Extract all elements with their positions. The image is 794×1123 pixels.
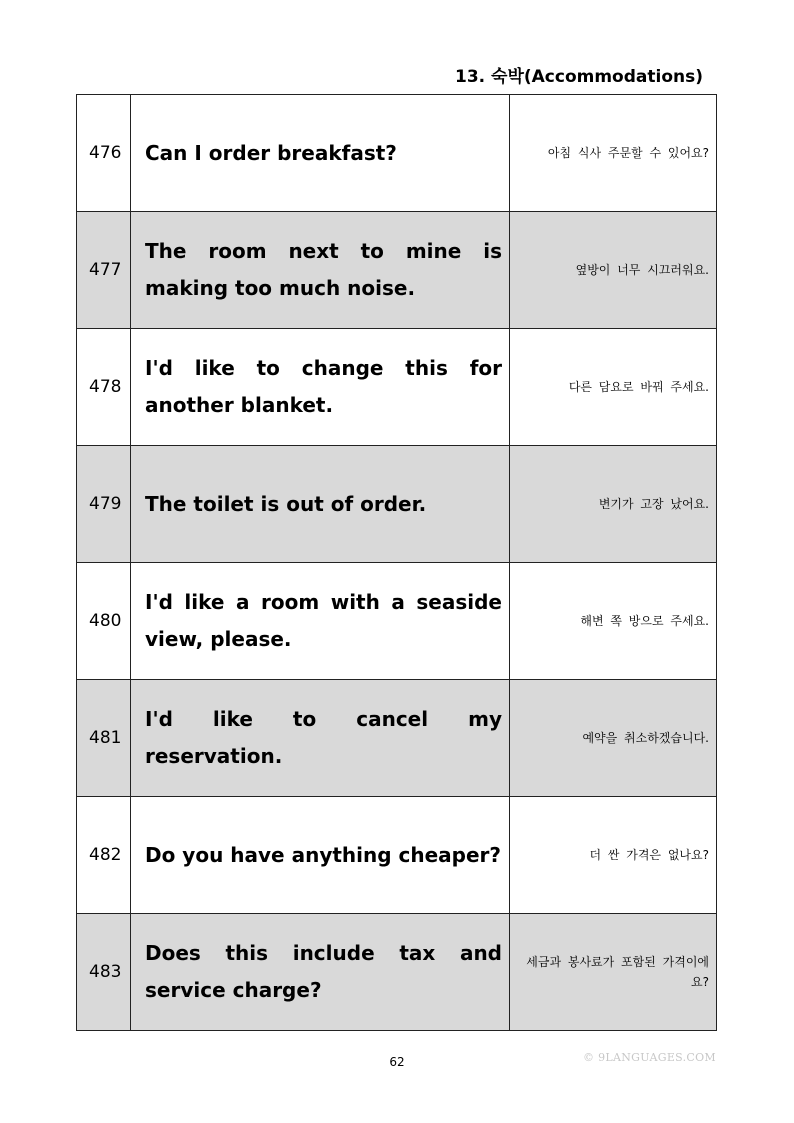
phrase-english: I'd like to change this for another blanket. [131, 329, 510, 446]
table-row [77, 95, 717, 212]
phrase-table [76, 94, 717, 1031]
phrase-number: 482 [77, 797, 131, 914]
phrase-korean: 예약을 취소하겠습니다. [510, 680, 717, 797]
phrase-number: 477 [77, 212, 131, 329]
phrase-number: 478 [77, 329, 131, 446]
phrase-english: Do you have anything cheaper? [131, 797, 510, 914]
phrase-number: 476 [77, 95, 131, 212]
phrase-korean: 세금과 봉사료가 포함된 가격이에요? [510, 914, 717, 1031]
section-title: 13. 숙박(Accommodations) [454, 67, 703, 87]
phrase-number: 483 [77, 914, 131, 1031]
phrase-english: I'd like a room with a seaside view, please. [131, 563, 510, 680]
phrase-korean: 아침 식사 주문할 수 있어요? [510, 95, 717, 212]
phrase-korean: 더 싼 가격은 없나요? [510, 797, 717, 914]
watermark: © 9LANGUAGES.COM [583, 1051, 716, 1064]
phrase-english: The toilet is out of order. [131, 446, 510, 563]
page-number: 62 [389, 1055, 405, 1069]
phrase-english: The room next to mine is making too much noise. [131, 212, 510, 329]
phrase-korean: 변기가 고장 났어요. [510, 446, 717, 563]
phrase-english: Can I order breakfast? [131, 95, 510, 212]
phrase-english: I'd like to cancel my reservation. [131, 680, 510, 797]
table-row [77, 797, 717, 914]
phrase-korean: 다른 담요로 바꿔 주세요. [510, 329, 717, 446]
table-row [77, 329, 717, 446]
phrase-korean: 해변 쪽 방으로 주세요. [510, 563, 717, 680]
phrase-number: 480 [77, 563, 131, 680]
phrase-number: 479 [77, 446, 131, 563]
phrase-korean: 옆방이 너무 시끄러워요. [510, 212, 717, 329]
table-row [77, 563, 717, 680]
table-row [77, 680, 717, 797]
phrase-number: 481 [77, 680, 131, 797]
table-row [77, 446, 717, 563]
phrase-english: Does this include tax and service charge? [131, 914, 510, 1031]
table-row [77, 212, 717, 329]
table-row [77, 914, 717, 1031]
